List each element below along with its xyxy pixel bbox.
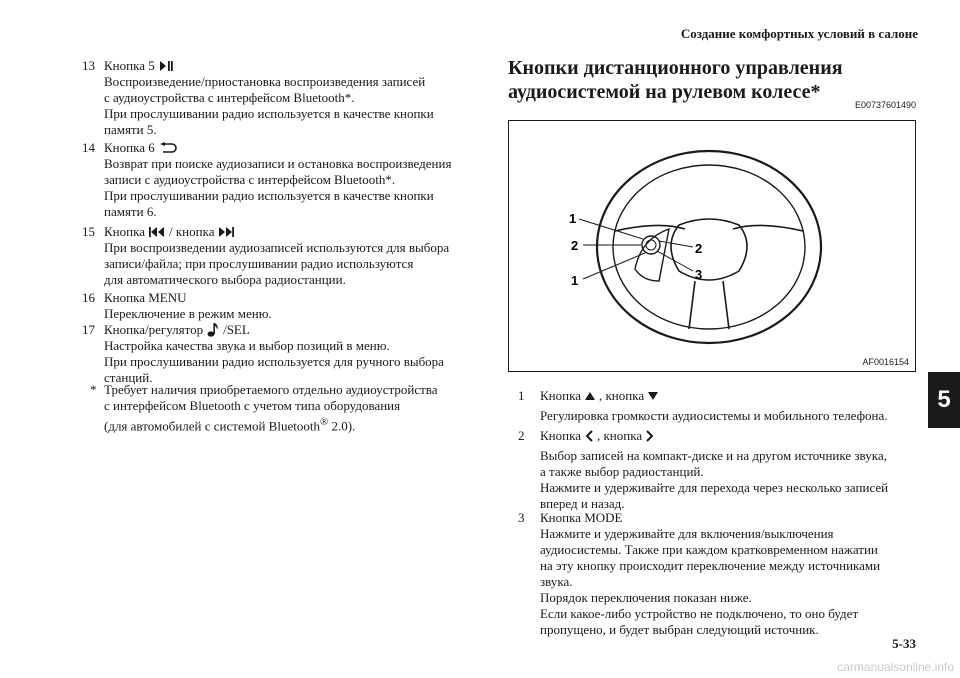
item-number: 17 (82, 322, 95, 337)
triangle-down-icon (648, 392, 658, 400)
item-line: памяти 6. (104, 204, 157, 219)
item-line: записи с аудиоустройства с интерфейсом Bluetooth*. (104, 172, 396, 187)
item-line: Переключение в режим меню. (104, 306, 272, 321)
item-number: 1 (518, 388, 525, 403)
item-line: станций. (104, 370, 153, 385)
figure-code: AF0016154 (862, 357, 909, 367)
item-label: Кнопка 6 (104, 140, 177, 156)
item-line: При воспроизведении аудиозаписей используются для выбора (104, 240, 450, 255)
footnote-line: (для автомобилей с системой Bluetooth® 2.0). (104, 416, 356, 434)
triangle-up-icon (585, 392, 595, 400)
item-line: записи/файла; при прослушивании радио используются (104, 256, 414, 271)
item-number: 14 (82, 140, 95, 155)
list-item (82, 290, 272, 322)
item-line: Регулировка громкости аудиосистемы и мобильного телефона. (540, 408, 888, 423)
item-line: Воспроизведение/приостановка воспроизведения записей (104, 74, 426, 89)
item-line: на эту кнопку происходит переключение между источниками (540, 558, 881, 573)
item-label: Кнопка/регулятор /SEL (104, 322, 250, 337)
chevron-left-icon (585, 430, 593, 442)
watermark: carmanualsonline.info (837, 660, 954, 674)
item-line: Если какое-либо устройство не подключено, то оно будет (540, 606, 859, 621)
item-line: для автоматического выбора радиостанции. (104, 272, 346, 287)
item-line: Нажмите и удерживайте для перехода через несколько записей (540, 480, 889, 495)
running-header: Создание комфортных условий в салоне (680, 26, 918, 41)
list-item (518, 510, 881, 638)
item-number: 3 (518, 510, 525, 525)
item-line: При прослушивании радио используется в качестве кнопки (104, 106, 434, 121)
item-label: Кнопка , кнопка (540, 428, 654, 444)
item-line: При прослушивании радио используется для ручного выбора (104, 354, 444, 369)
item-line: Нажмите и удерживайте для включения/выключения (540, 526, 834, 541)
callout-1-bottom: 1 (571, 273, 579, 288)
skip-back-icon (149, 227, 165, 237)
list-item (82, 322, 444, 386)
section-tab: 5 (928, 372, 960, 428)
section-code: E00737601490 (854, 100, 916, 110)
item-line: а также выбор радиостанций. (540, 464, 704, 479)
item-line: При прослушивании радио используется в качестве кнопки (104, 188, 434, 203)
item-number: 2 (518, 428, 525, 443)
callout-2-left: 2 (571, 238, 579, 253)
item-line: Настройка качества звука и выбор позиций в меню. (104, 338, 390, 353)
item-line: памяти 5. (104, 122, 157, 137)
chevron-right-icon (646, 430, 654, 442)
footnote-line: Требует наличия приобретаемого отдельно аудиоустройства (104, 382, 438, 397)
list-item (518, 388, 888, 424)
item-line: пропущено, и будет выбран следующий источник. (540, 622, 819, 637)
item-line: Возврат при поиске аудиозаписи и остановка воспроизведения (104, 156, 452, 171)
item-number: 16 (82, 290, 95, 305)
item-line: Выбор записей на компакт-диске и на другом источнике звука, (540, 448, 887, 463)
item-label: Кнопка MODE (540, 510, 623, 525)
item-line: вперед и назад. (540, 496, 625, 511)
list-item (82, 58, 434, 138)
skip-forward-icon (218, 227, 234, 237)
steering-wheel-figure (508, 120, 916, 372)
list-item (518, 428, 889, 512)
item-label: Кнопка , кнопка (540, 388, 658, 404)
footnote-line: с интерфейсом Bluetooth с учетом типа оборудования (104, 398, 401, 413)
return-arrow-icon (159, 142, 177, 154)
item-number: 13 (82, 58, 95, 73)
footnote-mark: * (90, 382, 97, 397)
callout-1-top: 1 (569, 211, 577, 226)
item-label: Кнопка MENU (104, 290, 187, 305)
section-title: Кнопки дистанционного управления аудиосистемой на рулевом колесе* (508, 57, 843, 103)
item-label: Кнопка 5 (104, 58, 173, 74)
item-line: с аудиоустройства с интерфейсом Bluetooth*. (104, 90, 355, 105)
callout-3: 3 (695, 267, 703, 282)
list-item (82, 224, 450, 288)
item-number: 15 (82, 224, 95, 239)
steering-wheel-illustration (509, 121, 915, 371)
music-note-icon (207, 323, 219, 337)
footnote (90, 382, 438, 434)
item-label: Кнопка / кнопка (104, 224, 234, 240)
callout-2-right: 2 (695, 241, 703, 256)
item-line: звука. (540, 574, 573, 589)
item-line: аудиосистемы. Также при каждом кратковременном нажатии (540, 542, 878, 557)
page-number: 5-33 (892, 636, 916, 651)
item-line: Порядок переключения показан ниже. (540, 590, 752, 605)
play-pause-icon (159, 61, 173, 71)
list-item (82, 140, 452, 220)
